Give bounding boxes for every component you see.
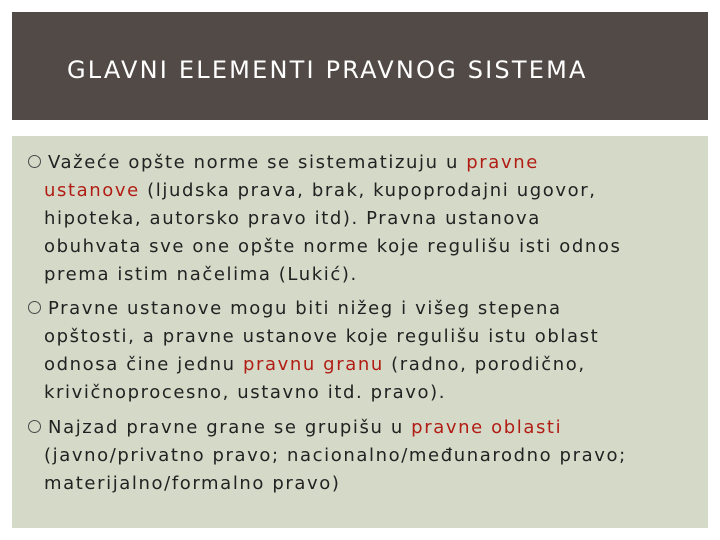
bullet-text: krivičnoprocesno, ustavno itd. pravo). (44, 382, 447, 403)
bullet-line (44, 354, 586, 375)
bullet-text: odnosa čine jednu (44, 354, 243, 375)
bullet-text: prema istim načelima (Lukić). (44, 264, 358, 285)
highlighted-term: pravnu granu (242, 354, 384, 375)
bullet-text: opštosti, a pravne ustanove koje regulišu istu oblast (44, 326, 600, 347)
highlighted-term: ustanove (44, 180, 140, 201)
bullet-line (44, 382, 446, 403)
slide (12, 12, 708, 528)
bullet-text: Najzad pravne grane se grupišu u (48, 417, 412, 438)
bullet-line (44, 236, 622, 257)
bullet-text: (javno/privatno pravo; nacionalno/međunarodno pravo; (44, 445, 627, 466)
bullet-text: (radno, porodično, (383, 354, 586, 375)
bullet-circle-icon (28, 420, 41, 433)
bullet-line (44, 473, 341, 494)
bullet-line (44, 264, 358, 285)
bullet-circle-icon (28, 155, 41, 168)
bullet-line (48, 298, 562, 319)
content-panel (12, 136, 708, 528)
bullet-text: materijalno/formalno pravo) (44, 473, 341, 494)
bullet-line (48, 152, 539, 173)
bullet-text: obuhvata sve one opšte norme koje regulišu isti odnos (44, 236, 622, 257)
bullet-text: Važeće opšte norme se sistematizuju u (48, 152, 467, 173)
bullet-circle-icon (28, 301, 41, 314)
bullet-line (44, 326, 599, 347)
bullet-line (44, 208, 541, 229)
highlighted-term: pravne oblasti (411, 417, 563, 438)
bullet-text: Pravne ustanove mogu biti nižeg i višeg stepena (48, 298, 562, 319)
bullet-line (44, 180, 597, 201)
bullet-text: (ljudska prava, brak, kupoprodajni ugovor, (139, 180, 597, 201)
bullet-line (44, 445, 627, 466)
bullet-line (48, 417, 562, 438)
bullet-text: hipoteka, autorsko pravo itd). Pravna ustanova (44, 208, 541, 229)
highlighted-term: pravne (466, 152, 539, 173)
title-bar (12, 12, 708, 120)
slide-title: GLAVNI ELEMENTI PRAVNOG SISTEMA (67, 56, 588, 84)
